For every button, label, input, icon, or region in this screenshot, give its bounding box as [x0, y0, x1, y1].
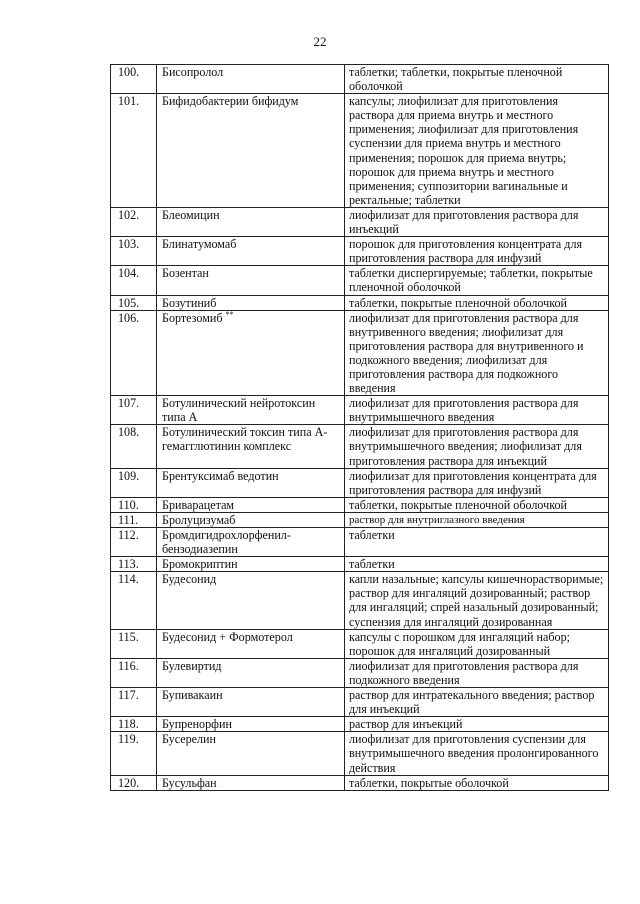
drug-name: Бромдигидрохлорфенил-бензодиазепин [162, 528, 291, 557]
table-row [111, 629, 609, 658]
drug-table-body [111, 65, 609, 791]
row-number: 112. [111, 528, 157, 557]
row-number: 117. [111, 688, 157, 717]
dosage-form: лиофилизат для приготовления раствора для внутримышечного введения; лиофилизат для приготовления раствора для инъекций [345, 425, 609, 468]
drug-name-cell [157, 310, 345, 396]
drug-name: Бозентан [162, 266, 209, 281]
table-row [111, 497, 609, 512]
row-number: 104. [111, 266, 157, 295]
row-number: 110. [111, 497, 157, 512]
dosage-form: лиофилизат для приготовления раствора для подкожного введения [345, 658, 609, 687]
table-row [111, 775, 609, 790]
table-row [111, 425, 609, 468]
row-number: 115. [111, 629, 157, 658]
drug-name: Бромокриптин [162, 557, 238, 572]
drug-table [110, 64, 609, 791]
table-row [111, 688, 609, 717]
drug-name-cell [157, 468, 345, 497]
table-row [111, 557, 609, 572]
drug-name-cell [157, 717, 345, 732]
drug-name: Бусерелин [162, 732, 216, 747]
drug-name: Бусульфан [162, 775, 217, 790]
dosage-form: лиофилизат для приготовления раствора для внутривенного введения; лиофилизат для приготовления раствора для внутривенного и подкожного введения; лиофилизат для приготовления раствора для подкожного введения [345, 310, 609, 396]
drug-name-cell [157, 512, 345, 527]
row-number: 107. [111, 396, 157, 425]
row-number: 113. [111, 557, 157, 572]
dosage-form: порошок для приготовления концентрата для приготовления раствора для инфузий [345, 237, 609, 266]
table-row [111, 295, 609, 310]
row-number: 102. [111, 207, 157, 236]
drug-name: Бупренорфин [162, 717, 232, 732]
dosage-form: таблетки диспергируемые; таблетки, покрытые пленочной оболочкой [345, 266, 609, 295]
drug-name-cell [157, 295, 345, 310]
dosage-form: капсулы с порошком для ингаляций набор; порошок для ингаляций дозированный [345, 629, 609, 658]
drug-name: Будесонид [162, 572, 217, 587]
dosage-form: капли назальные; капсулы кишечнорастворимые; раствор для ингаляций дозированный; раствор для ингаляций; спрей назальный дозированный; суспензия для ингаляций дозированная [345, 572, 609, 629]
row-number: 101. [111, 94, 157, 208]
drug-name: Блеомицин [162, 207, 220, 222]
dosage-form: таблетки; таблетки, покрытые пленочной оболочкой [345, 65, 609, 94]
row-number: 108. [111, 425, 157, 468]
dosage-form: лиофилизат для приготовления раствора для внутримышечного введения [345, 396, 609, 425]
drug-name: Бифидобактерии бифидум [162, 94, 299, 109]
table-row [111, 468, 609, 497]
drug-name-cell [157, 572, 345, 629]
drug-name-cell [157, 425, 345, 468]
page-number: 22 [313, 34, 327, 49]
drug-name: Бупивакаин [162, 688, 223, 703]
drug-name: Бролуцизумаб [162, 512, 236, 527]
dosage-form: таблетки, покрытые пленочной оболочкой [345, 497, 609, 512]
drug-name-cell [157, 497, 345, 512]
dosage-form: таблетки, покрытые оболочкой [345, 775, 609, 790]
drug-name: Будесонид + Формотерол [162, 629, 293, 644]
drug-name-cell [157, 396, 345, 425]
dosage-form: раствор для инъекций [345, 717, 609, 732]
table-row [111, 65, 609, 94]
table-row [111, 266, 609, 295]
row-number: 114. [111, 572, 157, 629]
drug-name: Бриварацетам [162, 497, 235, 512]
table-row [111, 572, 609, 629]
drug-name: Бозутиниб [162, 295, 217, 310]
row-number: 109. [111, 468, 157, 497]
drug-name-cell [157, 557, 345, 572]
table-row [111, 732, 609, 775]
drug-name: Брентуксимаб ведотин [162, 468, 279, 483]
row-number: 120. [111, 775, 157, 790]
drug-name-cell [157, 658, 345, 687]
row-number: 111. [111, 512, 157, 527]
drug-name-cell [157, 207, 345, 236]
drug-name: Ботулинический токсин типа А-гемагглютинин комплекс [162, 425, 328, 454]
drug-name: Ботулинический нейротоксин типа А [162, 396, 316, 425]
table-row [111, 658, 609, 687]
dosage-form: раствор для интратекального введения; раствор для инъекций [345, 688, 609, 717]
dosage-form: капсулы; лиофилизат для приготовления раствора для приема внутрь и местного применения; лиофилизат для приготовления суспензии для приема внутрь и местного применения; порошок для приема внутрь; порошок для приема внутрь и местного применения; суппозитории вагинальные и ректальные; таблетки [345, 94, 609, 208]
drug-name-cell [157, 94, 345, 208]
footnote-mark: ** [225, 309, 234, 319]
dosage-form: лиофилизат для приготовления концентрата для приготовления раствора для инфузий [345, 468, 609, 497]
row-number: 103. [111, 237, 157, 266]
drug-name-cell [157, 266, 345, 295]
drug-name-cell [157, 688, 345, 717]
dosage-form: раствор для внутриглазного введения [345, 512, 609, 527]
drug-name: Бисопролол [162, 65, 224, 79]
drug-name-cell [157, 629, 345, 658]
table-row [111, 207, 609, 236]
dosage-form: лиофилизат для приготовления суспензии для внутримышечного введения пролонгированного действия [345, 732, 609, 775]
drug-name-cell [157, 65, 345, 94]
table-row [111, 94, 609, 208]
drug-name-cell [157, 528, 345, 557]
dosage-form: таблетки, покрытые пленочной оболочкой [345, 295, 609, 310]
drug-name: Бортезомиб [162, 310, 223, 325]
drug-name: Блинатумомаб [162, 237, 237, 252]
table-row [111, 396, 609, 425]
table-row [111, 237, 609, 266]
row-number: 105. [111, 295, 157, 310]
row-number: 100. [111, 65, 157, 94]
drug-name-cell [157, 237, 345, 266]
drug-name-cell [157, 775, 345, 790]
row-number: 118. [111, 717, 157, 732]
drug-name-cell [157, 732, 345, 775]
table-row [111, 717, 609, 732]
table-row [111, 528, 609, 557]
dosage-form: лиофилизат для приготовления раствора для инъекций [345, 207, 609, 236]
dosage-form: таблетки [345, 557, 609, 572]
table-row [111, 310, 609, 396]
row-number: 119. [111, 732, 157, 775]
dosage-form: таблетки [345, 528, 609, 557]
row-number: 116. [111, 658, 157, 687]
drug-name: Булевиртид [162, 658, 222, 673]
table-row [111, 512, 609, 527]
row-number: 106. [111, 310, 157, 396]
